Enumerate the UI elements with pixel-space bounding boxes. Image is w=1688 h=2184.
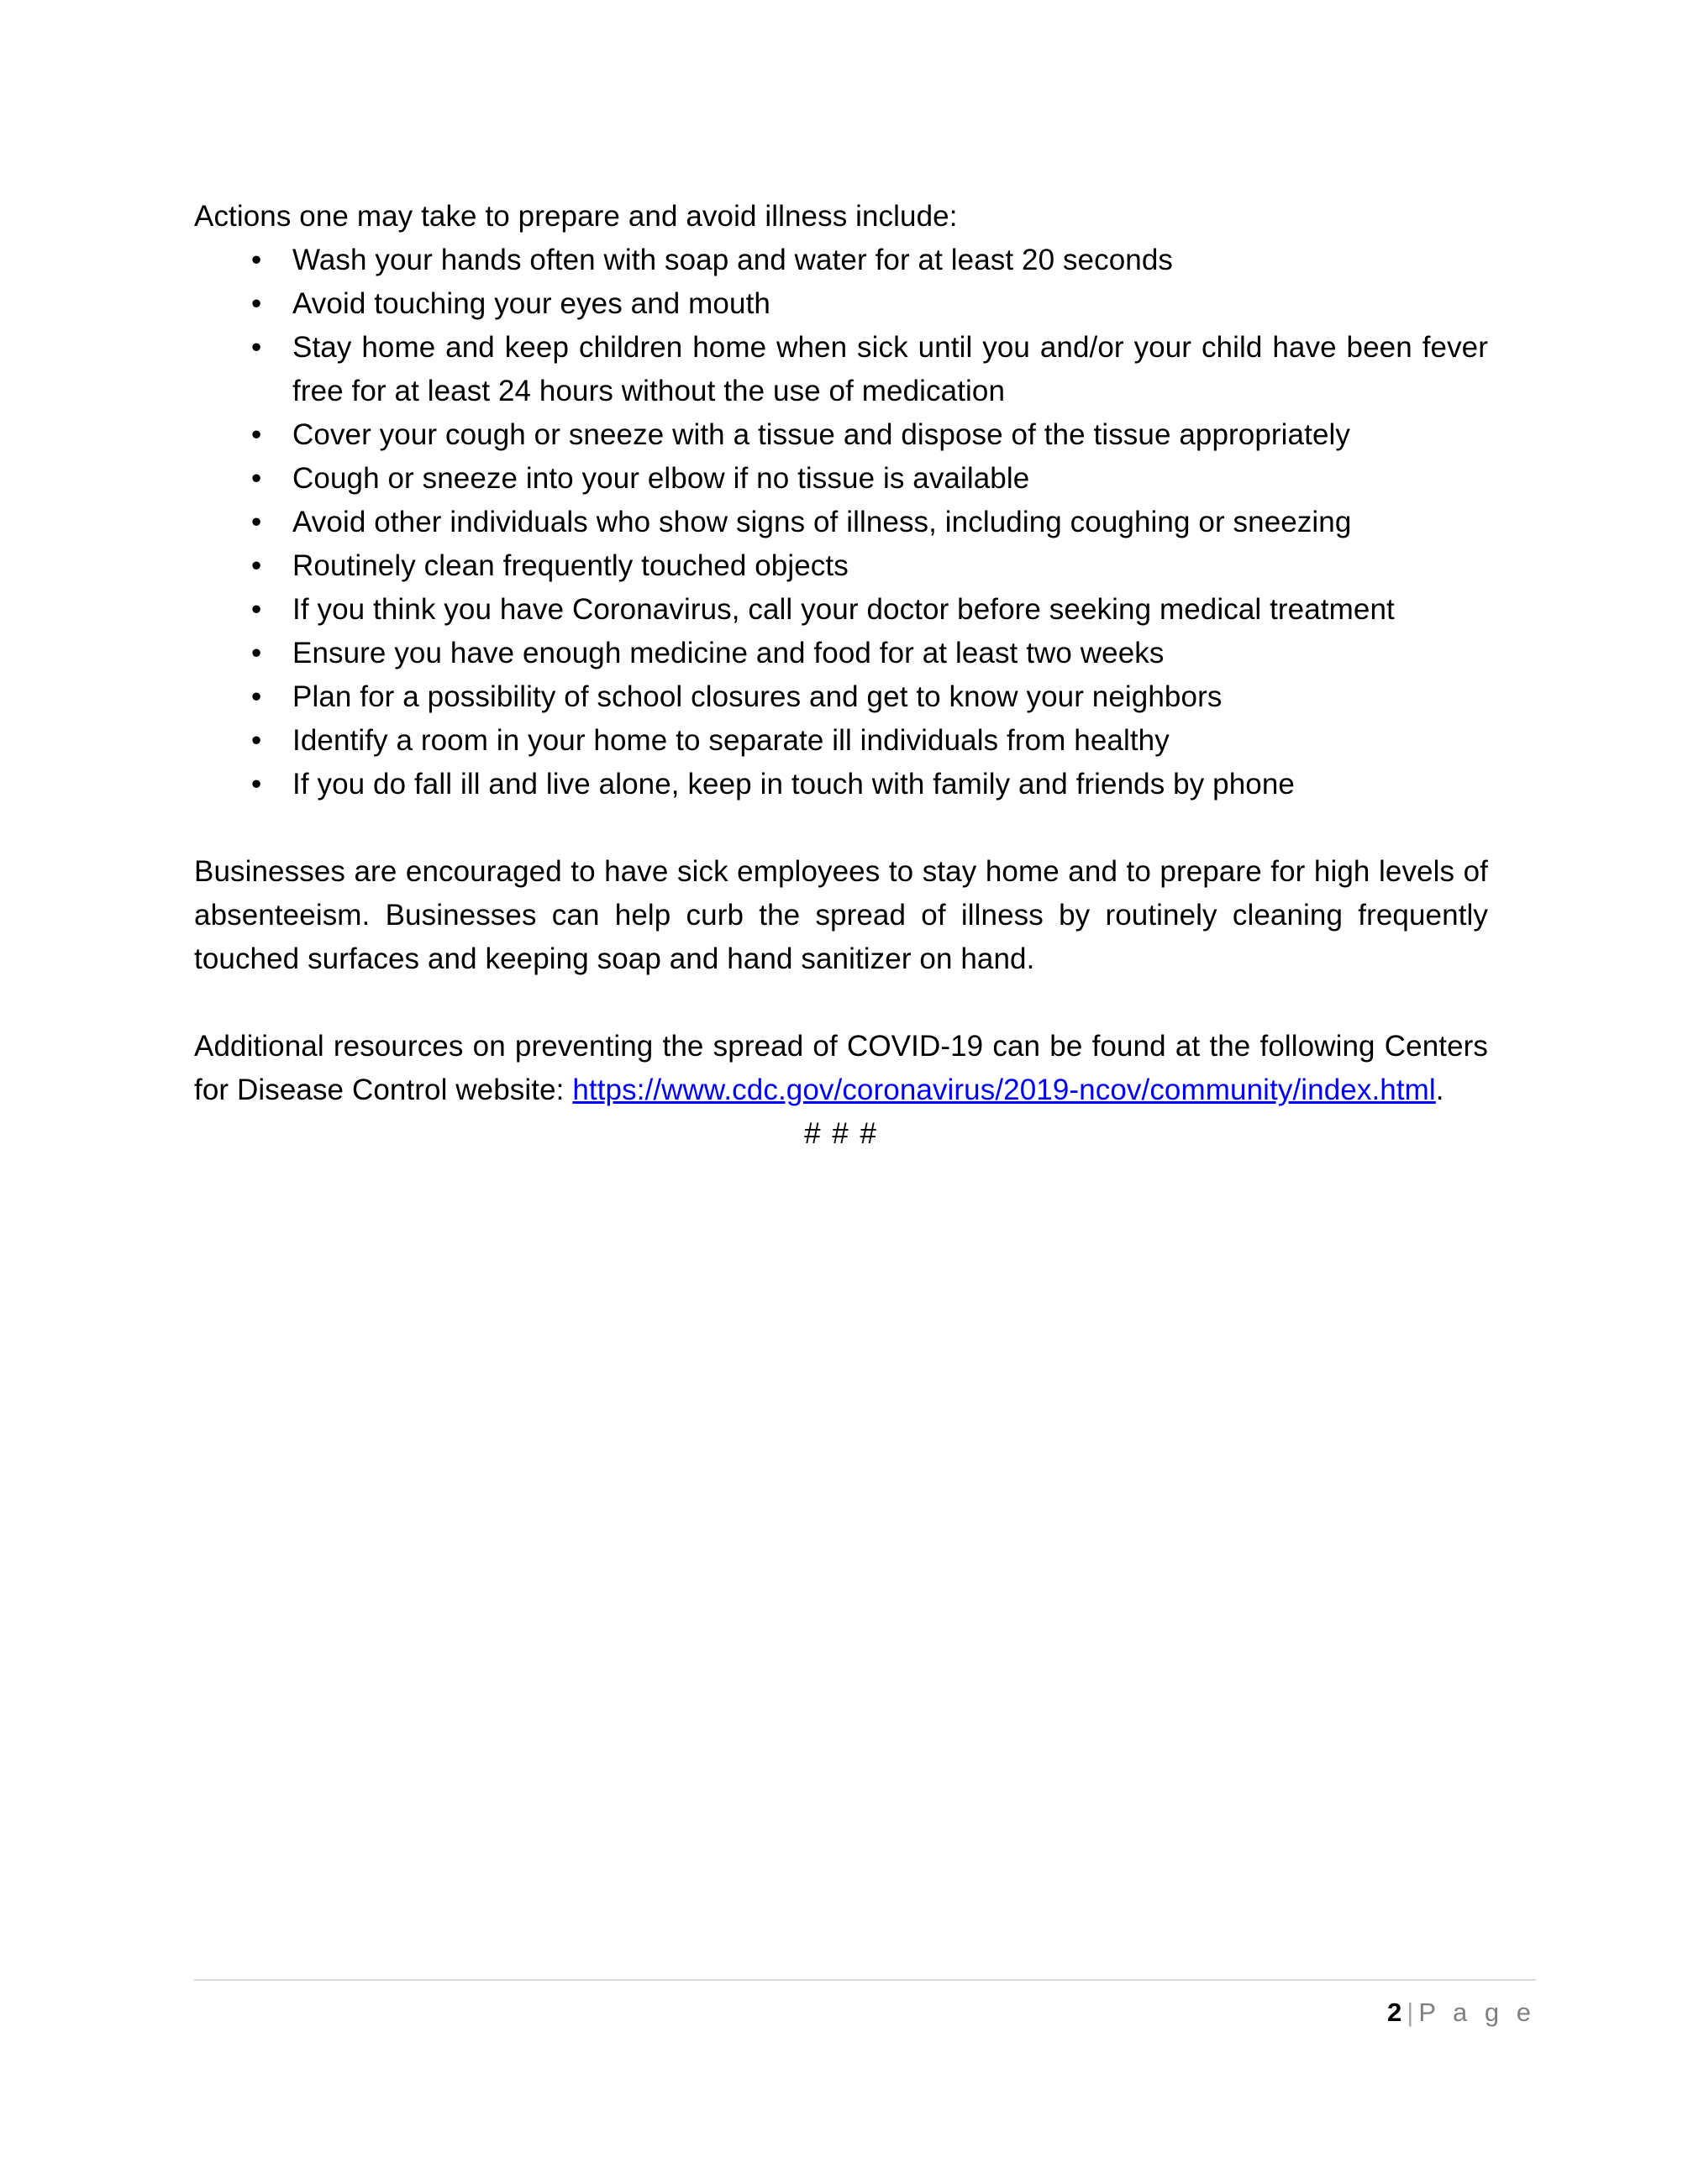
- bullet-point-icon: •: [251, 506, 262, 538]
- resources-paragraph-period: .: [1435, 1074, 1444, 1106]
- bullet-point-icon: •: [251, 724, 262, 757]
- bullet-point-icon: •: [251, 593, 262, 626]
- list-item-text: If you do fall ill and live alone, keep in touch with family and friends by phone: [292, 768, 1295, 801]
- bullet-point-icon: •: [251, 244, 262, 276]
- list-item-text: Identify a room in your home to separate ill individuals from healthy: [292, 724, 1170, 757]
- list-item: [194, 544, 1488, 588]
- paragraph-spacer: [194, 806, 1488, 850]
- resources-paragraph: [194, 1025, 1488, 1112]
- footer-page-word: P a g e: [1418, 1998, 1536, 2027]
- bullet-point-icon: •: [251, 462, 262, 495]
- list-item: [194, 632, 1488, 675]
- list-item: [194, 413, 1488, 457]
- bullet-point-icon: •: [251, 331, 262, 364]
- prevention-bullet-list: [194, 239, 1488, 806]
- list-item: [194, 588, 1488, 632]
- list-item: [194, 282, 1488, 326]
- list-item-text: Wash your hands often with soap and water for at least 20 seconds: [292, 244, 1174, 276]
- list-item: [194, 675, 1488, 719]
- list-item-text: Stay home and keep children home when sick until you and/or your child have been fever free for at least 24 hours without the use of medication: [292, 331, 1488, 407]
- cdc-coronavirus-link[interactable]: https://www.cdc.gov/coronavirus/2019-ncov/community/index.html: [572, 1074, 1436, 1106]
- list-item: [194, 239, 1488, 282]
- resources-paragraph-text: Additional resources on preventing the spread of COVID-19 can be found at the following Centers for Disease Control website:: [194, 1030, 1488, 1106]
- page-footer: [194, 1979, 1536, 2029]
- footer-divider: [194, 1979, 1536, 1981]
- list-item-text: Plan for a possibility of school closures and get to know your neighbors: [292, 680, 1223, 713]
- list-item: [194, 501, 1488, 544]
- list-item-text: Cover your cough or sneeze with a tissue and dispose of the tissue appropriately: [292, 418, 1350, 451]
- bullet-point-icon: •: [251, 637, 262, 669]
- list-item: [194, 719, 1488, 763]
- end-of-release-marker: # # #: [804, 1117, 878, 1150]
- intro-paragraph: Actions one may take to prepare and avoid illness include:: [194, 200, 958, 233]
- list-item-text: Ensure you have enough medicine and food for at least two weeks: [292, 637, 1165, 669]
- bullet-point-icon: •: [251, 287, 262, 320]
- document-body: [194, 195, 1488, 1156]
- list-item: [194, 326, 1488, 413]
- list-item-text: Routinely clean frequently touched objects: [292, 549, 849, 582]
- list-item-text: If you think you have Coronavirus, call your doctor before seeking medical treatment: [292, 593, 1395, 626]
- list-item-text: Avoid other individuals who show signs of illness, including coughing or sneezing: [292, 506, 1352, 538]
- list-item: [194, 763, 1488, 806]
- list-item-text: Cough or sneeze into your elbow if no tissue is available: [292, 462, 1030, 495]
- list-item-text: Avoid touching your eyes and mouth: [292, 287, 770, 320]
- footer-page-number: 2: [1387, 1998, 1402, 2027]
- bullet-point-icon: •: [251, 768, 262, 801]
- list-item: [194, 457, 1488, 501]
- paragraph-spacer: [194, 981, 1488, 1025]
- bullet-point-icon: •: [251, 549, 262, 582]
- bullet-point-icon: •: [251, 418, 262, 451]
- bullet-point-icon: •: [251, 680, 262, 713]
- businesses-paragraph: Businesses are encouraged to have sick employees to stay home and to prepare for high levels of absenteeism. Businesses can help curb the spread of illness by routinely cleaning frequently touched surfaces and keeping soap and hand sanitizer on hand.: [194, 855, 1488, 975]
- footer-separator: |: [1407, 1998, 1414, 2027]
- footer-page-indicator: [194, 1996, 1536, 2029]
